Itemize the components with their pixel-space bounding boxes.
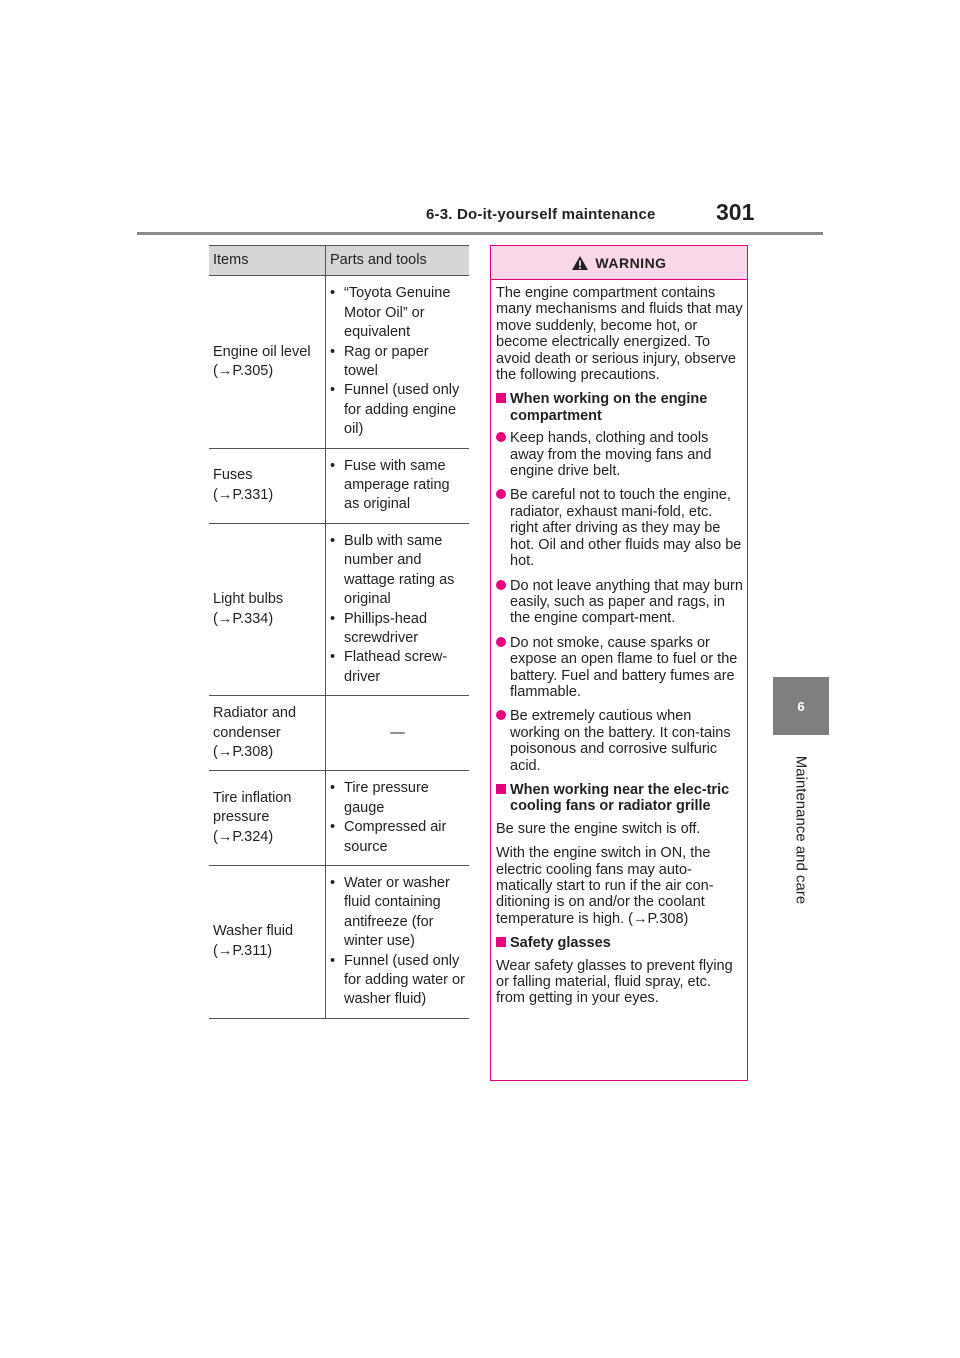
parts-cell: [326, 865, 470, 1018]
warning-intro: The engine compartment contains many mechanisms and fluids that may move suddenly, become hot, or become electrically energized. To avoid death or serious injury, observe the following precautions.: [496, 285, 743, 384]
item-cell: [209, 696, 326, 771]
table-row: [209, 696, 469, 771]
item-cell: [209, 276, 326, 448]
dot-bullet-icon: [496, 710, 506, 720]
item-cell: [209, 865, 326, 1018]
page-number: 301: [716, 199, 755, 225]
chapter-label: Maintenance and care: [792, 755, 810, 905]
table-row: [209, 448, 469, 523]
square-bullet-icon: [496, 937, 506, 947]
warning-title: WARNING: [595, 254, 667, 271]
parts-cell: [326, 523, 470, 695]
warning-header: [491, 246, 747, 280]
list-item: • Rag or paper towel: [330, 343, 429, 380]
list-item: Be extremely cautious when working on the battery. It con-tains poisonous and corrosive sulfuric acid.: [496, 708, 743, 774]
table-row: [209, 523, 469, 695]
table-row: [209, 865, 469, 1018]
parts-list: [330, 284, 465, 439]
section-title: 6-3. Do-it-yourself maintenance: [426, 206, 656, 223]
list-item: • Bulb with same number and wattage rating as original: [330, 532, 455, 608]
page-reference-link[interactable]: (→P.305): [213, 363, 274, 380]
header-rule: [137, 232, 823, 235]
warning-section-heading: Safety glasses: [496, 935, 743, 951]
parts-list: [330, 874, 465, 1010]
list-item: Keep hands, clothing and tools away from the moving fans and engine drive belt.: [496, 430, 743, 479]
warning-paragraph: Wear safety glasses to prevent flying or falling material, fluid spray, etc. from getting in your eyes.: [496, 957, 733, 1007]
list-item: • Compressed air source: [330, 819, 447, 855]
parts-cell: [326, 696, 470, 771]
square-bullet-icon: [496, 784, 506, 794]
item-name: Tire inflation pressure: [213, 790, 292, 826]
table-row: [209, 771, 469, 866]
maintenance-items-table: [209, 245, 469, 1019]
square-bullet-icon: [496, 393, 506, 403]
list-item: Do not leave anything that may burn easily, such as paper and rags, in the engine compart-ment.: [496, 578, 743, 627]
warning-box: [490, 245, 748, 1081]
list-item: • Phillips-head screwdriver: [330, 610, 428, 646]
table-header-row: [209, 246, 469, 276]
item-name: Engine oil level: [213, 343, 311, 360]
parts-cell: [326, 448, 470, 523]
page-reference-link[interactable]: (→P.331): [213, 486, 274, 503]
item-cell: [209, 771, 326, 866]
page-reference-link[interactable]: (→P.334): [213, 610, 274, 627]
warning-triangle-icon: [571, 255, 589, 271]
list-item: • Funnel (used only for adding engine oil): [330, 382, 460, 438]
dot-bullet-icon: [496, 489, 506, 499]
warning-section-heading: When working on the engine compartment: [496, 391, 743, 424]
item-name: Light bulbs: [213, 591, 284, 608]
dot-bullet-icon: [496, 432, 506, 442]
item-name: Radiator and condenser: [213, 705, 297, 741]
item-cell: [209, 523, 326, 695]
item-name: Washer fluid: [213, 923, 294, 940]
no-parts-dash: —: [390, 724, 405, 741]
parts-list: [330, 779, 465, 857]
dot-bullet-icon: [496, 637, 506, 647]
parts-list: [330, 457, 465, 515]
item-cell: [209, 448, 326, 523]
parts-list: [330, 532, 465, 687]
warning-paragraph: Be sure the engine switch is off.: [496, 820, 701, 837]
page-reference-link[interactable]: (→P.324): [213, 828, 274, 845]
parts-cell: [326, 276, 470, 448]
warning-body: [491, 280, 747, 1007]
list-item: Be careful not to touch the engine, radiator, exhaust mani-fold, etc. right after driving as they may be hot. Oil and other fluids may also be hot.: [496, 487, 743, 569]
parts-cell: [326, 771, 470, 866]
item-name: Fuses: [213, 467, 253, 484]
warning-paragraph: With the engine switch in ON, the electric cooling fans may auto-matically start to run if the air con-ditioning is on and/or the coolant temperature is high. (→P.308): [496, 845, 714, 927]
list-item: Do not smoke, cause sparks or expose an open flame to fuel or the battery. Fuel and battery fumes are flammable.: [496, 635, 743, 701]
column-header-parts: Parts and tools: [326, 246, 470, 276]
page-reference-link[interactable]: (→P.308): [213, 743, 274, 760]
list-item: • Flathead screw-driver: [330, 649, 448, 685]
list-item: • Funnel (used only for adding water or washer fluid): [330, 952, 465, 1008]
list-item: • “Toyota Genuine Motor Oil” or equivalent: [330, 285, 451, 341]
list-item: • Fuse with same amperage rating as original: [330, 457, 450, 513]
chapter-number-tab: 6: [773, 677, 829, 735]
list-item: • Water or washer fluid containing antifreeze (for winter use): [330, 874, 450, 950]
warning-section-heading: When working near the elec-tric cooling fans or radiator grille: [496, 782, 743, 815]
warning-list: [496, 430, 743, 774]
list-item: • Tire pressure gauge: [330, 780, 429, 816]
column-header-items: Items: [209, 246, 326, 276]
page-reference-link[interactable]: (→P.311): [213, 942, 273, 959]
dot-bullet-icon: [496, 580, 506, 590]
table-row: [209, 276, 469, 448]
